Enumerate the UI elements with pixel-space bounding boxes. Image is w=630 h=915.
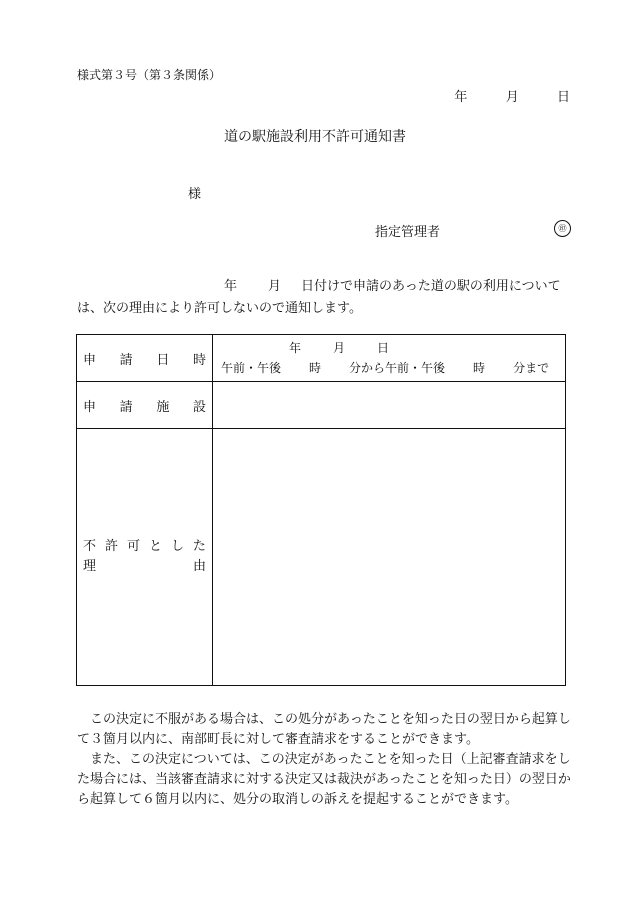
document-title: 道の駅施設利用不許可通知書 <box>224 129 406 145</box>
reason-label: 不 許 可 と し た 理 由 <box>77 429 213 686</box>
sender-label: 指定管理者 <box>375 225 441 240</box>
notice-year: 年 <box>223 279 237 294</box>
issue-date <box>454 86 570 105</box>
notice-body: 日付けで申請のあった道の駅の利用については、次の理由により許可しないので通知します。 <box>77 279 561 316</box>
recipient-suffix: 様 <box>188 187 202 202</box>
table-row <box>77 429 566 686</box>
notice-month: 月 <box>267 279 281 294</box>
application-date-label: 申 請 日 時 <box>77 335 213 382</box>
appeal-paragraph-2: また、この決定については、この決定があったことを知った日（上記審査請求をした場合には、当該審査請求に対する決定又は裁決があったことを知った日）の翌日から起算して６箇月以内に、処分の取消しの訴えを提起することができます。 <box>77 752 571 807</box>
application-table <box>76 334 566 686</box>
table-row <box>77 335 566 382</box>
reason-field[interactable] <box>213 429 566 686</box>
form-number: 様式第３号（第３条関係） <box>77 68 222 82</box>
appeal-notice <box>77 710 577 810</box>
notice-text <box>77 276 574 320</box>
issue-date-day: 日 <box>556 90 570 105</box>
facility-label: 申 請 施 設 <box>77 382 213 429</box>
table-row <box>77 382 566 429</box>
application-date-field[interactable]: 年 月 日 午前・午後 時 分から午前・午後 時 分まで <box>213 335 566 382</box>
issue-date-month: 月 <box>505 90 519 105</box>
facility-field[interactable] <box>213 382 566 429</box>
issue-date-year: 年 <box>454 90 468 105</box>
appeal-paragraph-1: この決定に不服がある場合は、この処分があったことを知った日の翌日から起算して３箇月以内に、南部町長に対して審査請求をすることができます。 <box>77 712 571 747</box>
seal-mark: ㊞ <box>554 220 571 237</box>
